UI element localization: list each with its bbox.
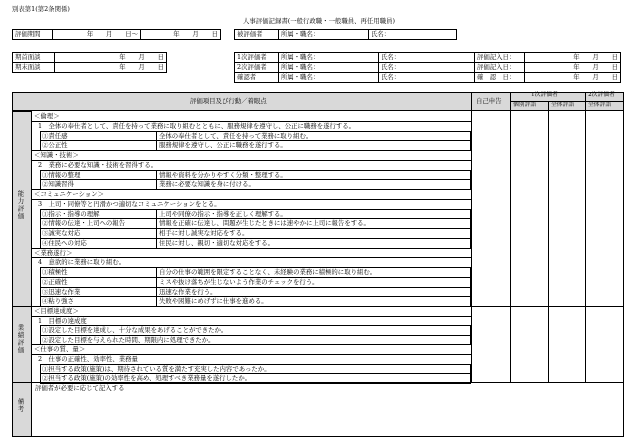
sub-item-label: ④住民への対応 xyxy=(42,238,87,247)
interview-start-label: 期首面談 xyxy=(13,53,55,63)
evaluator-date[interactable]: 年 月 日 xyxy=(525,63,621,73)
interview-table xyxy=(12,52,167,73)
form-number: 別表第1(第2条関係) xyxy=(12,5,70,13)
evaluator-table xyxy=(234,52,621,83)
item-description: 2 仕事の正確性、効率性、業務量 xyxy=(38,355,138,363)
overall-rating-header-2: 全体評語 xyxy=(588,102,612,108)
sub-item-label: ①責任感 xyxy=(42,131,68,140)
evaluatee-dept[interactable]: 所属・職名： xyxy=(279,30,369,40)
sub-item-text: 情報を正確に伝達し、問題が生じたときには速やかに上司に報告をする。 xyxy=(159,219,370,228)
sub-item-text: 自分の仕事の範囲を限定することなく、未経験の業務に積極的に取り組む。 xyxy=(159,268,377,276)
sub-item-label: ②知識習得 xyxy=(42,180,74,189)
criteria-text: ①設定した目標を達成し、十分な成果をあげることができたか。 xyxy=(42,326,228,335)
evaluator-dept[interactable]: 所属・職名： xyxy=(279,73,379,83)
remarks-text[interactable]: 評価者が必要に応じて記入する xyxy=(35,384,125,392)
sub-item-label: ②情報の伝達・上司への報告 xyxy=(42,219,126,228)
period-from[interactable]: 年 月 日～ xyxy=(53,30,141,40)
item-description: 4 意欲的に業務に取り組む。 xyxy=(38,258,126,267)
criteria-text: ②設定した目標を与えられた時間、期限内に処理できたか。 xyxy=(42,335,215,344)
item-description: 1 目標の達成度 xyxy=(38,316,87,325)
sub-item-label: ④粘り強さ xyxy=(42,297,74,306)
criteria-text: ②担当する政策(施策)の効率性を高め、処理すべき業務量を遂行したか。 xyxy=(42,374,252,383)
self-report-header: 自己申告 xyxy=(476,97,502,105)
sub-item-label: ②公正性 xyxy=(42,141,68,150)
page-title: 人事評価記録書(一般行政職・一般職員、再任用職員) xyxy=(243,17,395,25)
sub-item-label: ③誠実な対応 xyxy=(42,229,81,237)
evaluator-date[interactable]: 年 月 日 xyxy=(525,73,621,83)
category-heading: ＜仕事の質、量＞ xyxy=(34,345,86,354)
period-label: 評価期間 xyxy=(13,30,53,40)
evaluator-date-label: 評価記入日： xyxy=(475,63,525,73)
evaluator-row-2 xyxy=(235,63,621,73)
overall-rating-header-1: 全体評語 xyxy=(551,102,575,108)
sub-item-text: 上司や同僚の指示・指導を正しく理解する。 xyxy=(159,209,287,218)
item-description: 2 業務に必要な知識・技術を習得する。 xyxy=(38,160,158,169)
item-description: 1 全体の奉仕者として、責任を持って業務に取り組むとともに、服務規律を遵守し、公正に職務を遂行する。 xyxy=(38,121,356,130)
period-table xyxy=(12,29,221,40)
sub-item-text: 業務に必要な知識を身に付ける。 xyxy=(159,180,255,189)
sub-item-text: ミスや抜け落ちが生じないよう作業のチェックを行う。 xyxy=(159,277,319,286)
sub-item-label: ②正確性 xyxy=(42,277,68,286)
item-description: 3 上司・同僚等と円滑かつ適切なコミュニケーションをとる。 xyxy=(38,199,221,208)
evaluator-date-label: 確 認 日： xyxy=(475,73,525,83)
evaluator-dept[interactable]: 所属・職名： xyxy=(279,63,379,73)
sub-item-label: ①積極性 xyxy=(42,268,68,276)
interview-end-date[interactable]: 年 月 日 xyxy=(55,63,167,73)
sub-item-label: ①指示・指導の理解 xyxy=(42,209,100,218)
evaluatee-label: 被評価者 xyxy=(235,30,279,40)
category-heading: ＜業務遂行＞ xyxy=(34,248,73,257)
category-heading: ＜倫理＞ xyxy=(34,112,60,120)
criteria-text: ①担当する政策(施策)は、期待されている質を満たす充実した内容であったか。 xyxy=(42,364,271,373)
second-evaluator-header: 2次評価者 xyxy=(588,92,615,98)
evaluator-name[interactable]: 氏名： xyxy=(379,63,475,73)
sub-item-text: 全体の奉仕者として、責任を持って業務に取り組む。 xyxy=(159,131,313,140)
category-heading: ＜コミュニケーション＞ xyxy=(34,190,104,198)
evaluatee-name[interactable]: 氏名： xyxy=(369,30,457,40)
sub-item-text: 相手に対し誠実な対応をする。 xyxy=(159,229,249,237)
sub-item-text: 迅速な作業を行う。 xyxy=(159,287,217,296)
sub-item-text: 情報や資料を分かりやすく分類・整理する。 xyxy=(159,170,287,179)
evaluator-label: 確認者 xyxy=(235,73,279,83)
interview-end-label: 期末面談 xyxy=(13,63,55,73)
interview-start-date[interactable]: 年 月 日 xyxy=(55,53,167,63)
sub-item-text: 服務規律を遵守し、公正に職務を遂行する。 xyxy=(159,141,287,150)
evaluatee-table xyxy=(234,29,457,40)
evaluator-label: 1次評価者 xyxy=(235,53,279,63)
category-heading: ＜目標達成度＞ xyxy=(34,307,79,315)
evaluator-date-label: 評価記入日： xyxy=(475,53,525,63)
sub-item-label: ①情報の整理 xyxy=(42,170,81,179)
evaluator-name[interactable]: 氏名： xyxy=(379,73,475,83)
ability-side-label: 能力評価 xyxy=(16,190,25,220)
sub-item-text: 住民に対し、親切・適切な対応をする。 xyxy=(159,238,275,247)
period-to[interactable]: 年 月 日 xyxy=(141,30,221,40)
evaluator-row-3 xyxy=(235,73,621,83)
remarks-side-label: 備考 xyxy=(16,398,25,413)
individual-rating-header: 個別評語 xyxy=(513,102,537,108)
items-header: 評価項目及び行動／着眼点 xyxy=(190,97,267,105)
evaluator-dept[interactable]: 所属・職名： xyxy=(279,53,379,63)
evaluator-name[interactable]: 氏名： xyxy=(379,53,475,63)
evaluator-row-1 xyxy=(235,53,621,63)
first-evaluator-header: 1次評価者 xyxy=(531,92,558,98)
category-heading: ＜知識・技術＞ xyxy=(34,151,79,159)
evaluator-label: 2次評価者 xyxy=(235,63,279,73)
evaluator-date[interactable]: 年 月 日 xyxy=(525,53,621,63)
sub-item-text: 失敗や困難にめげずに仕事を進める。 xyxy=(159,297,268,306)
performance-side-label: 業績評価 xyxy=(16,324,25,354)
sub-item-label: ③迅速な作業 xyxy=(42,287,81,296)
